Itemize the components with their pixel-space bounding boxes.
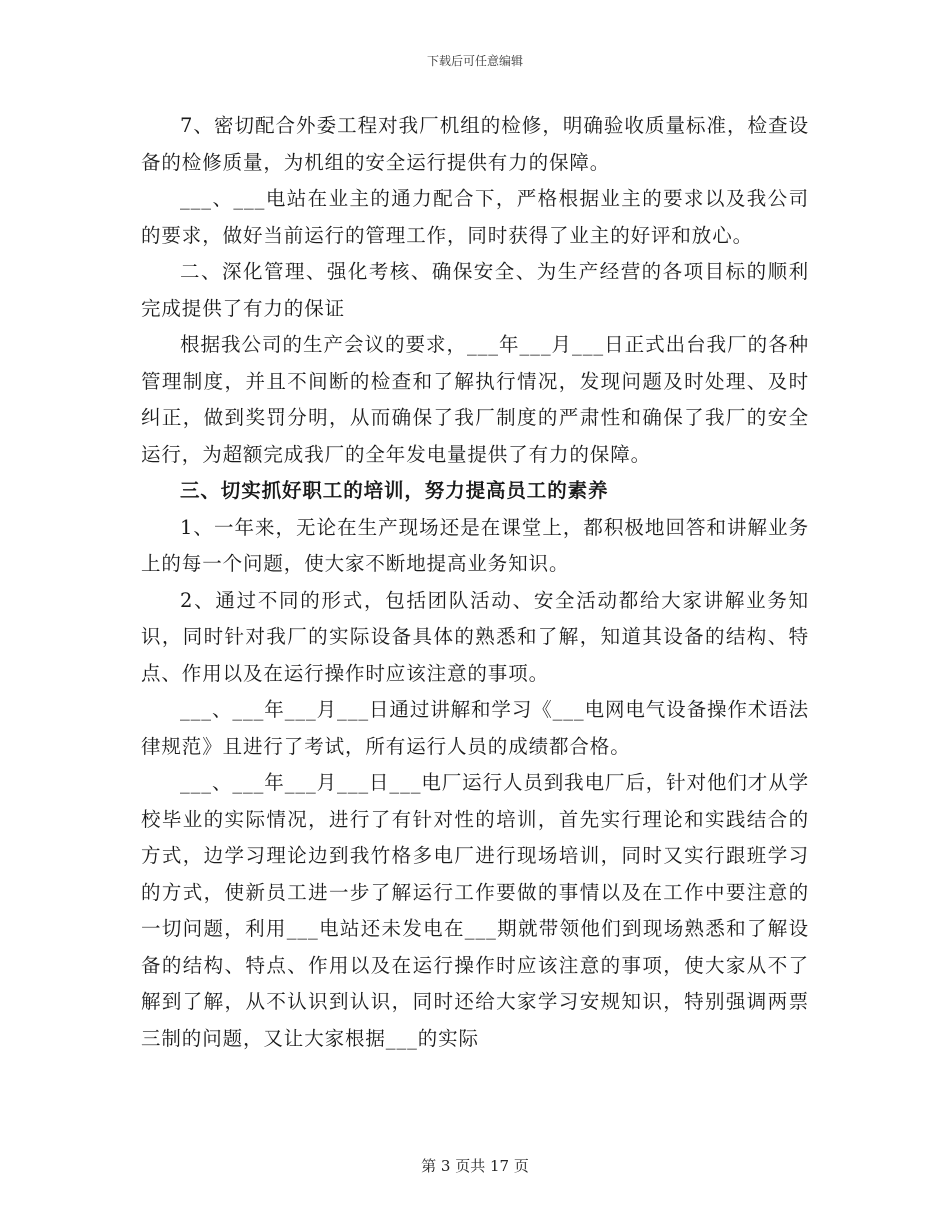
paragraph-item-7: 7、密切配合外委工程对我厂机组的检修，明确验收质量标准，检查设备的检修质量，为机组的安全运行提供有力的保障。 xyxy=(141,114,809,174)
page-header-note: 下载后可任意编辑 xyxy=(426,54,523,68)
section-heading-2: 二、深化管理、强化考核、确保安全、为生产经营的各项目标的顺利完成提供了有力的保证 xyxy=(141,260,809,320)
paragraph-management-system: 根据我公司的生产会议的要求，___年___月___日正式出台我厂的各种管理制度，并且不间断的检查和了解执行情况，发现问题及时处理、及时纠正，做到奖罚分明，从而确保了我厂制度的严肃性和确保了我厂的安全运行，为超额完成我厂的全年发电量提供了有力的保障。 xyxy=(141,333,809,466)
page-number: 第 3 页共 17 页 xyxy=(421,1157,529,1175)
paragraph-power-station: ___、___电站在业主的通力配合下，严格根据业主的要求以及我公司的要求，做好当前运行的管理工作，同时获得了业主的好评和放心。 xyxy=(141,187,809,247)
paragraph-training-2: 2、通过不同的形式，包括团队活动、安全活动都给大家讲解业务知识，同时针对我厂的实际设备具体的熟悉和了解，知道其设备的结构、特点、作用以及在运行操作时应该注意的事项。 xyxy=(141,588,809,685)
section-heading-3: 三、切实抓好职工的培训，努力提高员工的素养 xyxy=(180,479,609,502)
paragraph-exam: ___、___年___月___日通过讲解和学习《___电网电气设备操作术语法律规范》且进行了考试，所有运行人员的成绩都合格。 xyxy=(141,698,809,758)
paragraph-training-1: 1、一年来，无论在生产现场还是在课堂上，都积极地回答和讲解业务上的每一个问题，使大家不断地提高业务知识。 xyxy=(141,515,809,575)
paragraph-new-staff: ___、___年___月___日___电厂运行人员到我电厂后，针对他们才从学校毕业的实际情况，进行了有针对性的培训，首先实行理论和实践结合的方式，边学习理论边到我竹格多电厂进行现场培训，同时又实行跟班学习的方式，使新员工进一步了解运行工作要做的事情以及在工作中要注意的一切问题，利用___电站还未发电在___期就带领他们到现场熟悉和了解设备的结构、特点、作用以及在运行操作时应该注意的事项，使大家从不了解到了解，从不认识到认识，同时还给大家学习安规知识，特别强调两票三制的问题，又让大家根据___的实际 xyxy=(141,771,809,1050)
document-body xyxy=(141,108,809,1057)
